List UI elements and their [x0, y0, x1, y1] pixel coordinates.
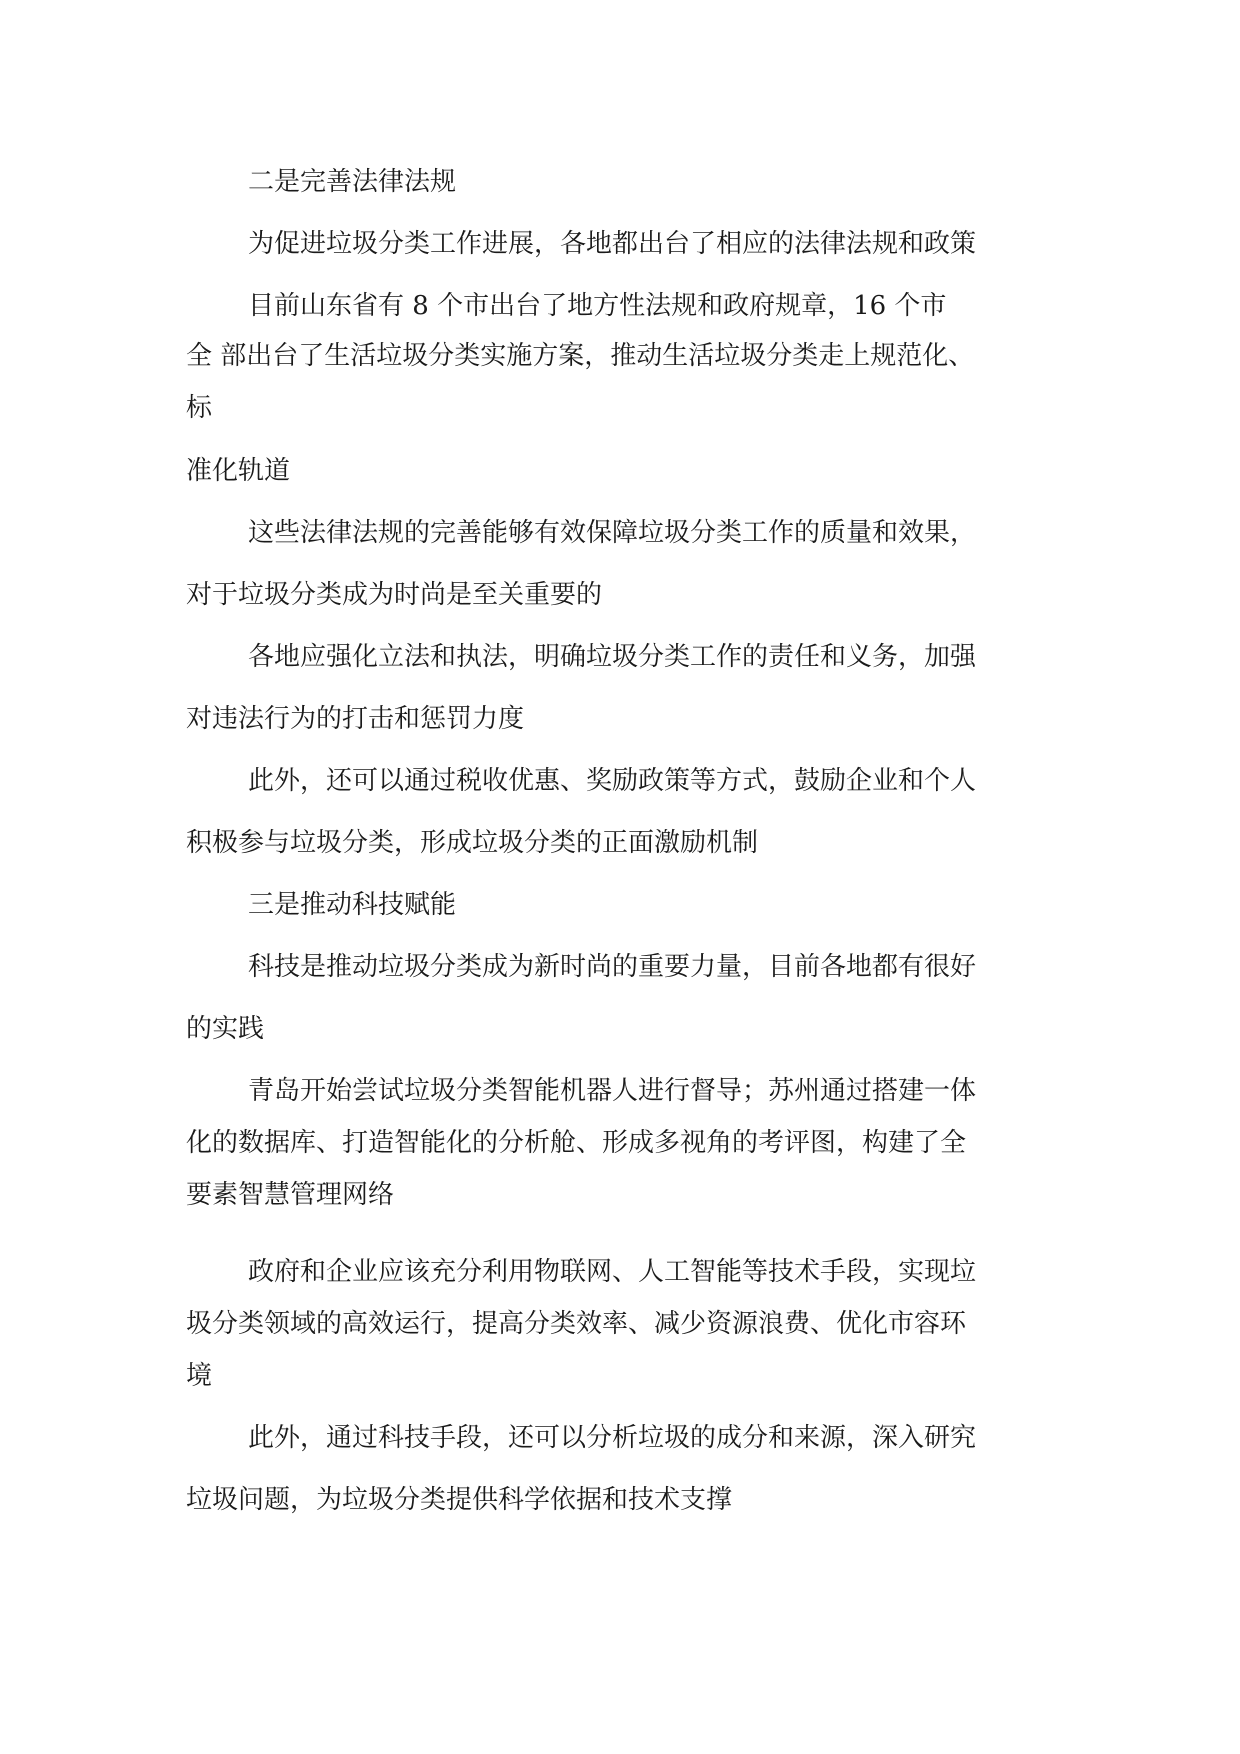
paragraph-line: 这些法律法规的完善能够有效保障垃圾分类工作的质量和效果，	[248, 518, 977, 548]
paragraph-line: 化的数据库、打造智能化的分析舱、形成多视角的考评图，构建了全	[186, 1128, 967, 1158]
paragraph-line: 对违法行为的打击和惩罚力度	[186, 704, 525, 734]
paragraph-line: 垃圾问题，为垃圾分类提供科学依据和技术支撑	[186, 1485, 733, 1515]
paragraph-line: 积极参与垃圾分类，形成垃圾分类的正面激励机制	[186, 828, 759, 858]
paragraph-line: 圾分类领域的高效运行，提高分类效率、减少资源浪费、优化市容环	[186, 1309, 967, 1339]
paragraph-line: 对于垃圾分类成为时尚是至关重要的	[186, 580, 603, 610]
paragraph-line: 的实践	[186, 1014, 265, 1044]
paragraph-line: 目前山东省有 8 个市出台了地方性法规和政府规章，16 个市	[248, 291, 947, 321]
paragraph-line: 标	[186, 393, 213, 423]
heading-tech-empowerment: 三是推动科技赋能	[248, 890, 457, 920]
paragraph-line: 全 部出台了生活垃圾分类实施方案，推动生活垃圾分类走上规范化、	[186, 341, 975, 371]
paragraph-line: 要素智慧管理网络	[186, 1180, 395, 1210]
paragraph-line: 科技是推动垃圾分类成为新时尚的重要力量，目前各地都有很好	[248, 952, 977, 982]
heading-improve-laws: 二是完善法律法规	[248, 167, 457, 197]
paragraph-line: 各地应强化立法和执法，明确垃圾分类工作的责任和义务，加强	[248, 642, 977, 672]
paragraph-line: 青岛开始尝试垃圾分类智能机器人进行督导；苏州通过搭建一体	[248, 1076, 977, 1106]
paragraph-line: 政府和企业应该充分利用物联网、人工智能等技术手段，实现垃	[248, 1257, 977, 1287]
paragraph-line: 此外，还可以通过税收优惠、奖励政策等方式，鼓励企业和个人	[248, 766, 977, 796]
paragraph-line: 准化轨道	[186, 456, 291, 486]
paragraph-line: 此外，通过科技手段，还可以分析垃圾的成分和来源，深入研究	[248, 1423, 977, 1453]
paragraph-line: 境	[186, 1361, 213, 1391]
paragraph-line: 为促进垃圾分类工作进展，各地都出台了相应的法律法规和政策	[248, 229, 977, 259]
